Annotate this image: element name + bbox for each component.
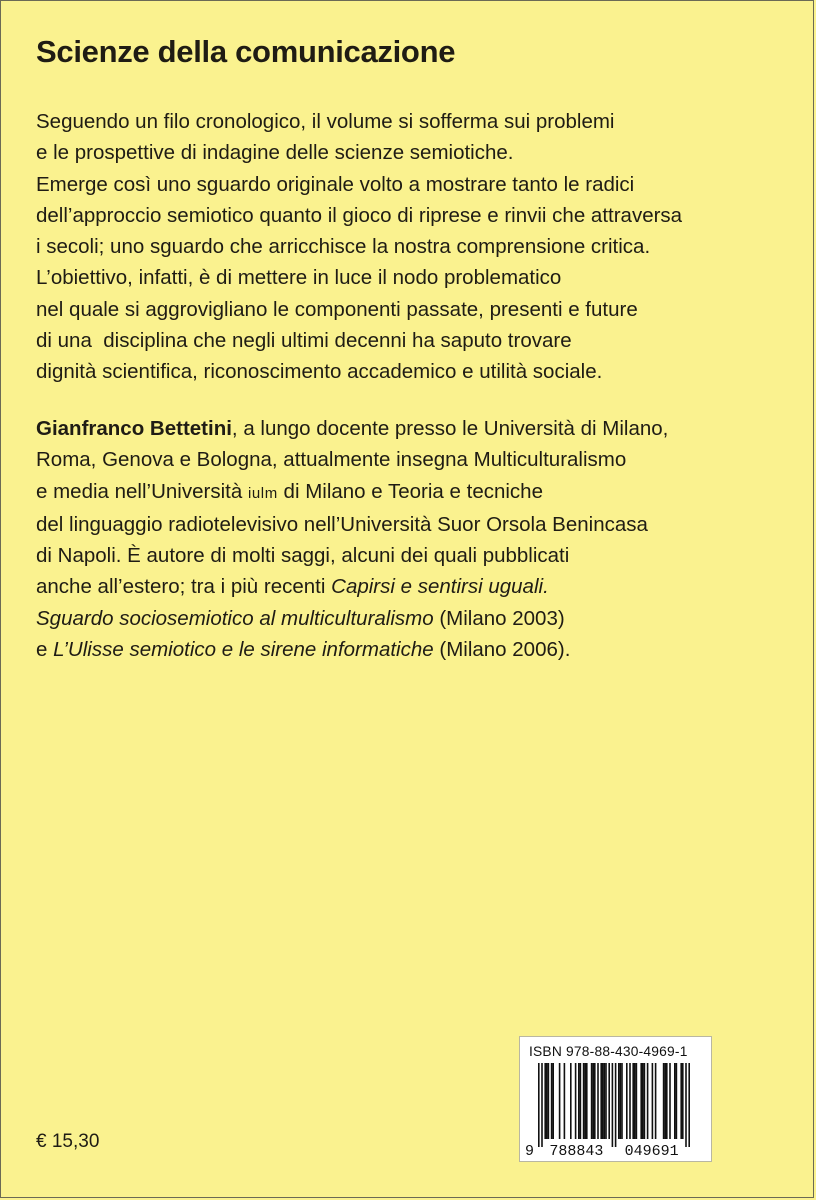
text-line — [36, 603, 796, 634]
barcode-bar — [602, 1063, 604, 1139]
barcode-bar — [551, 1063, 553, 1139]
author-name: Gianfranco Bettetini — [36, 417, 232, 440]
barcode-digits-text: 9 — [524, 1143, 534, 1160]
barcode-bar — [544, 1063, 546, 1139]
barcode-bar — [546, 1063, 548, 1139]
barcode-guard-bar — [612, 1063, 614, 1147]
text-line: dell’approccio semiotico quanto il gioco di riprese e rinvii che attraversa — [36, 203, 683, 227]
intro-paragraph — [36, 106, 796, 388]
text-line: di Napoli. È autore di molti saggi, alcuni dei quali pubblicati — [36, 544, 570, 568]
text-line — [36, 413, 796, 444]
university-acronym: iulm — [247, 484, 278, 502]
text-fragment: anche all’estero; tra i più recenti — [36, 575, 332, 599]
barcode-bar — [578, 1063, 580, 1139]
barcode-bar — [676, 1063, 678, 1139]
barcode-bar — [652, 1063, 654, 1139]
barcode-bar — [564, 1063, 566, 1139]
book-title: Capirsi e sentirsi uguali. — [331, 575, 549, 599]
isbn-label: ISBN 978-88-430-4969-1 — [529, 1044, 688, 1059]
text-line — [36, 634, 796, 665]
barcode-bar — [600, 1063, 602, 1139]
barcode-bar — [634, 1063, 636, 1139]
barcode-guard-bar — [685, 1063, 687, 1147]
barcode-bar — [626, 1063, 628, 1139]
text-fragment: (Milano 2006). — [433, 638, 571, 662]
barcode-digits-text: 788843 — [549, 1143, 604, 1160]
author-bio-paragraph — [36, 413, 796, 665]
text-line: i secoli; uno sguardo che arricchisce la nostra comprensione critica. — [36, 235, 651, 259]
isbn-barcode — [519, 1036, 712, 1162]
barcode-bar — [586, 1063, 588, 1139]
text-line: e le prospettive di indagine delle scienze semiotiche. — [36, 141, 514, 165]
barcode-bar — [608, 1063, 610, 1139]
barcode-bar — [575, 1063, 577, 1139]
barcode-bar — [594, 1063, 596, 1139]
barcode-bar — [592, 1063, 594, 1139]
barcode-bar — [674, 1063, 676, 1139]
barcode-bar — [636, 1063, 638, 1139]
barcode-bar — [655, 1063, 657, 1139]
text-line — [36, 571, 796, 602]
text-line: Roma, Genova e Bologna, attualmente insegna Multiculturalismo — [36, 448, 627, 472]
barcode-bar — [552, 1063, 554, 1139]
text-line: dignità scientifica, riconoscimento accademico e utilità sociale. — [36, 360, 603, 384]
text-line: Seguendo un filo cronologico, il volume si sofferma sui problemi — [36, 110, 615, 133]
barcode-bar — [632, 1063, 634, 1139]
text-line: di una disciplina che negli ultimi decenni ha saputo trovare — [36, 329, 572, 353]
barcode-bar — [620, 1063, 622, 1139]
barcode-bar — [640, 1063, 642, 1139]
barcode-digits-text: 049691 — [624, 1143, 679, 1160]
text-fragment: e — [36, 638, 54, 662]
barcode-bar — [583, 1063, 585, 1139]
barcode-guard-bar — [688, 1063, 690, 1147]
text-line: nel quale si aggrovigliano le componenti passate, presenti e future — [36, 297, 638, 321]
barcode-bar — [644, 1063, 646, 1139]
barcode-bar — [663, 1063, 665, 1139]
barcode-bar — [605, 1063, 607, 1139]
barcode-bar — [584, 1063, 586, 1139]
barcode-bar — [548, 1063, 550, 1139]
book-title: Sguardo sociosemiotico al multiculturalismo — [36, 606, 434, 630]
barcode-graphic — [520, 1037, 713, 1163]
barcode-bar — [604, 1063, 606, 1139]
page-title: Scienze della comunicazione — [36, 34, 456, 69]
barcode-guard-bar — [615, 1063, 617, 1147]
barcode-bar — [666, 1063, 668, 1139]
barcode-guard-bar — [541, 1063, 543, 1147]
text-line: L’obiettivo, infatti, è di mettere in luce il nodo problematico — [36, 266, 562, 290]
barcode-bar — [570, 1063, 572, 1139]
text-fragment: e media nell’Università — [36, 479, 248, 503]
barcode-bar — [642, 1063, 644, 1139]
barcode-bar — [680, 1063, 682, 1139]
book-title: L’Ulisse semiotico e le sirene informatiche — [53, 638, 434, 662]
text-fragment: , a lungo docente presso le Università di Milano, — [231, 417, 669, 440]
text-line: del linguaggio radiotelevisivo nell’Università Suor Orsola Benincasa — [36, 512, 648, 536]
barcode-bar — [669, 1063, 671, 1139]
barcode-bar — [597, 1063, 599, 1139]
barcode-bar — [559, 1063, 561, 1139]
barcode-bar — [682, 1063, 684, 1139]
text-line — [36, 476, 796, 509]
barcode-bar — [629, 1063, 631, 1139]
text-line: Emerge così uno sguardo originale volto a mostrare tanto le radici — [36, 172, 635, 196]
barcode-bar — [618, 1063, 620, 1139]
text-fragment: (Milano 2003) — [433, 606, 565, 630]
barcode-bar — [580, 1063, 582, 1139]
barcode-bar — [621, 1063, 623, 1139]
barcode-bar — [664, 1063, 666, 1139]
barcode-bar — [647, 1063, 649, 1139]
barcode-guard-bar — [538, 1063, 540, 1147]
text-fragment: di Milano e Teoria e tecniche — [277, 479, 543, 503]
price: € 15,30 — [36, 1131, 100, 1152]
barcode-bar — [591, 1063, 593, 1139]
